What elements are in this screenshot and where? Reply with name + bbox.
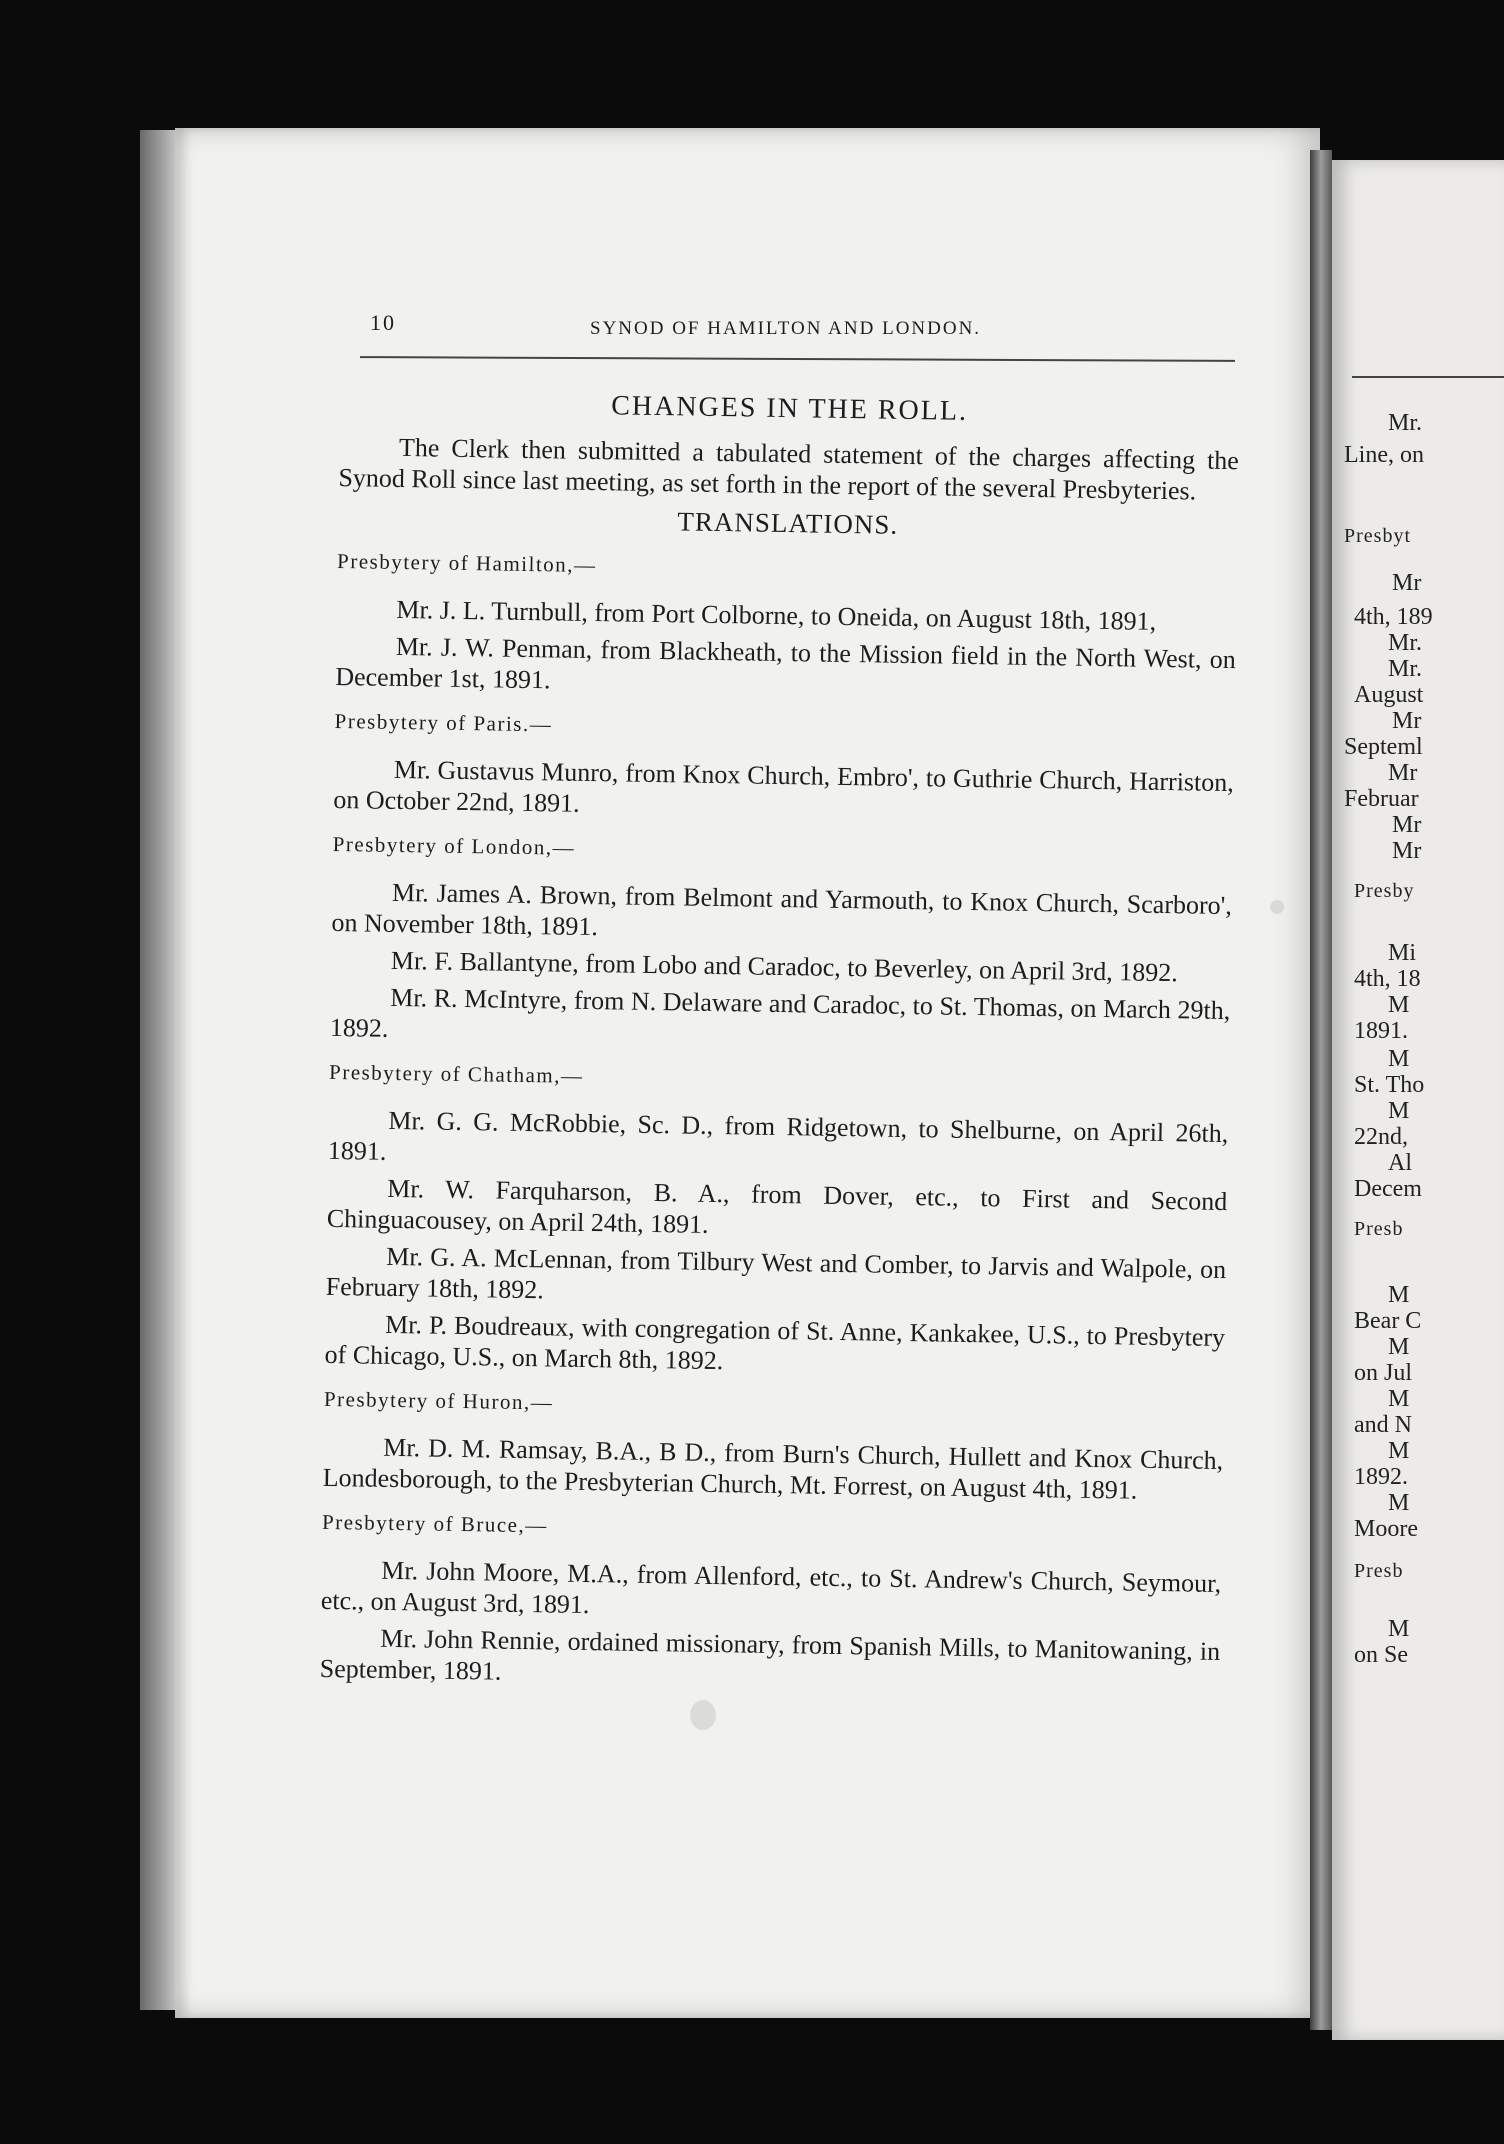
presbytery-heading: Presbytery of Hamilton,— (336, 548, 597, 578)
right-page-fragment: Mr (1392, 838, 1422, 864)
presbytery-section-paris (333, 706, 1235, 829)
right-page-fragment: M (1388, 1616, 1410, 1642)
right-page-fragment: M (1388, 1282, 1410, 1308)
right-page-fragment: Mr (1392, 812, 1422, 838)
right-page-fragment: Mr. (1388, 656, 1423, 682)
right-page-fragment: Moore (1354, 1516, 1418, 1542)
right-page-fragment: on Se (1354, 1642, 1408, 1668)
right-page-fragment: 4th, 18 (1354, 966, 1421, 992)
right-page-fragment: Mr (1392, 570, 1422, 596)
right-page-fragment: M (1388, 1490, 1410, 1516)
presbytery-section-bruce (320, 1507, 1223, 1698)
right-page-fragment: Mr. (1388, 630, 1423, 656)
right-header-rule (1352, 376, 1504, 378)
right-page-fragment: M (1388, 1046, 1410, 1072)
presbytery-section-huron (323, 1384, 1225, 1507)
presbytery-heading: Presbytery of Paris.— (334, 708, 553, 737)
right-page-fragment: Presby (1354, 880, 1415, 902)
right-page-fragment: M (1388, 1334, 1410, 1360)
translation-entry: Mr. P. Boudreaux, with congregation of St. Anne, Kankakee, U.S., to Presbytery of Chicago, U.S., on March 8th, 1892. (324, 1309, 1226, 1376)
book-gutter (1310, 150, 1332, 2030)
translation-entry: Mr. John Moore, M.A., from Allenford, etc., to St. Andrew's Church, Seymour, etc., on August 3rd, 1891. (320, 1555, 1222, 1620)
right-page-fragment: on Jul (1354, 1360, 1413, 1386)
translation-entry: Mr. R. McIntyre, from N. Delaware and Caradoc, to St. Thomas, on March 29th, 1892. (329, 982, 1231, 1043)
translation-entry: Mr. John Rennie, ordained missionary, from Spanish Mills, to Manitowaning, in September, 1891. (319, 1623, 1221, 1686)
right-page-fragment: 1892. (1354, 1464, 1408, 1490)
right-page (1332, 160, 1504, 2040)
presbytery-heading: Presbytery of Chatham,— (328, 1059, 584, 1088)
page-number: 10 (370, 310, 396, 335)
right-page-fragment: and N (1354, 1412, 1412, 1438)
right-page-fragment: 4th, 189 (1354, 604, 1433, 630)
right-page-fragment: Presb (1354, 1218, 1404, 1240)
presbytery-heading: Presbytery of London,— (332, 831, 576, 860)
right-page-fragment: Februar (1344, 786, 1419, 812)
translations-heading: TRANSLATIONS. (677, 506, 899, 540)
translation-entry: Mr. Gustavus Munro, from Knox Church, Embro', to Guthrie Church, Harriston, on October 22nd, 1891. (333, 754, 1235, 818)
presbytery-section-hamilton (335, 546, 1237, 706)
right-page-fragment: 22nd, (1354, 1124, 1408, 1150)
presbytery-heading: Presbytery of Bruce,— (321, 1509, 548, 1538)
right-page-fragment: St. Tho (1354, 1072, 1425, 1098)
translation-entry: Mr. G. G. McRobbie, Sc. D., from Ridgetown, to Shelburne, on April 26th, 1891. (327, 1105, 1229, 1166)
right-page-fragment: Al (1388, 1150, 1412, 1176)
translation-entry: Mr. F. Ballantyne, from Lobo and Caradoc, to Beverley, on April 3rd, 1892. (390, 945, 1178, 988)
translation-entry: Mr. W. Farquharson, B. A., from Dover, etc., to First and Second Chinguacousey, on April 24th, 1891. (326, 1173, 1228, 1239)
right-page-fragment: M (1388, 1438, 1410, 1464)
right-page-fragment: Presb (1354, 1560, 1404, 1582)
section-title: CHANGES IN THE ROLL. (610, 390, 969, 427)
page-header (370, 306, 1020, 346)
page-body (319, 380, 1239, 1704)
translation-entry: Mr. J. L. Turnbull, from Port Colborne, to Oneida, on August 18th, 1891, (396, 594, 1157, 636)
right-page-fragment: Mr (1392, 708, 1422, 734)
presbytery-section-chatham (324, 1057, 1229, 1384)
paper-stain (1270, 900, 1284, 914)
right-page-fragment: M (1388, 1386, 1410, 1412)
right-page-fragment: Presbyt (1344, 525, 1411, 547)
right-page-fragment: M (1388, 992, 1410, 1018)
presbytery-heading: Presbytery of Huron,— (323, 1386, 554, 1415)
right-page-fragment: Decem (1354, 1176, 1422, 1202)
right-page-fragment: 1891. (1354, 1018, 1408, 1044)
page-stack-edge (140, 130, 180, 2010)
right-page-fragment: Mr (1388, 760, 1418, 786)
running-head: SYNOD OF HAMILTON AND LONDON. (590, 318, 982, 339)
right-page-fragment: Mi (1388, 940, 1417, 966)
translation-entry: Mr. G. A. McLennan, from Tilbury West and Comber, to Jarvis and Walpole, on February 18th, 1892. (325, 1241, 1227, 1305)
intro-paragraph: The Clerk then submitted a tabulated statement of the charges affecting the Synod Roll since last meeting, as set forth in the report of the several Presbyteries. (338, 432, 1240, 506)
paper-stain (690, 1700, 716, 1730)
right-page-fragment: Mr. (1388, 410, 1423, 436)
presbytery-section-london (330, 829, 1233, 1057)
right-page-fragment: Septeml (1344, 734, 1423, 760)
translation-entry: Mr. D. M. Ramsay, B.A., B D., from Burn's Church, Hullett and Knox Church, Londesborough, to the Presbyterian Church, Mt. Forrest, on August 4th, 1891. (322, 1432, 1224, 1505)
translation-entry: Mr. J. W. Penman, from Blackheath, to the Mission field in the North West, on December 1st, 1891. (335, 631, 1236, 695)
right-page-fragment: M (1388, 1098, 1410, 1124)
right-page-fragment: Bear C (1354, 1308, 1422, 1334)
translation-entry: Mr. James A. Brown, from Belmont and Yarmouth, to Knox Church, Scarboro', on November 18th, 1891. (331, 877, 1233, 942)
right-page-fragment: August (1354, 682, 1424, 708)
right-page-fragment: Line, on (1344, 442, 1424, 468)
